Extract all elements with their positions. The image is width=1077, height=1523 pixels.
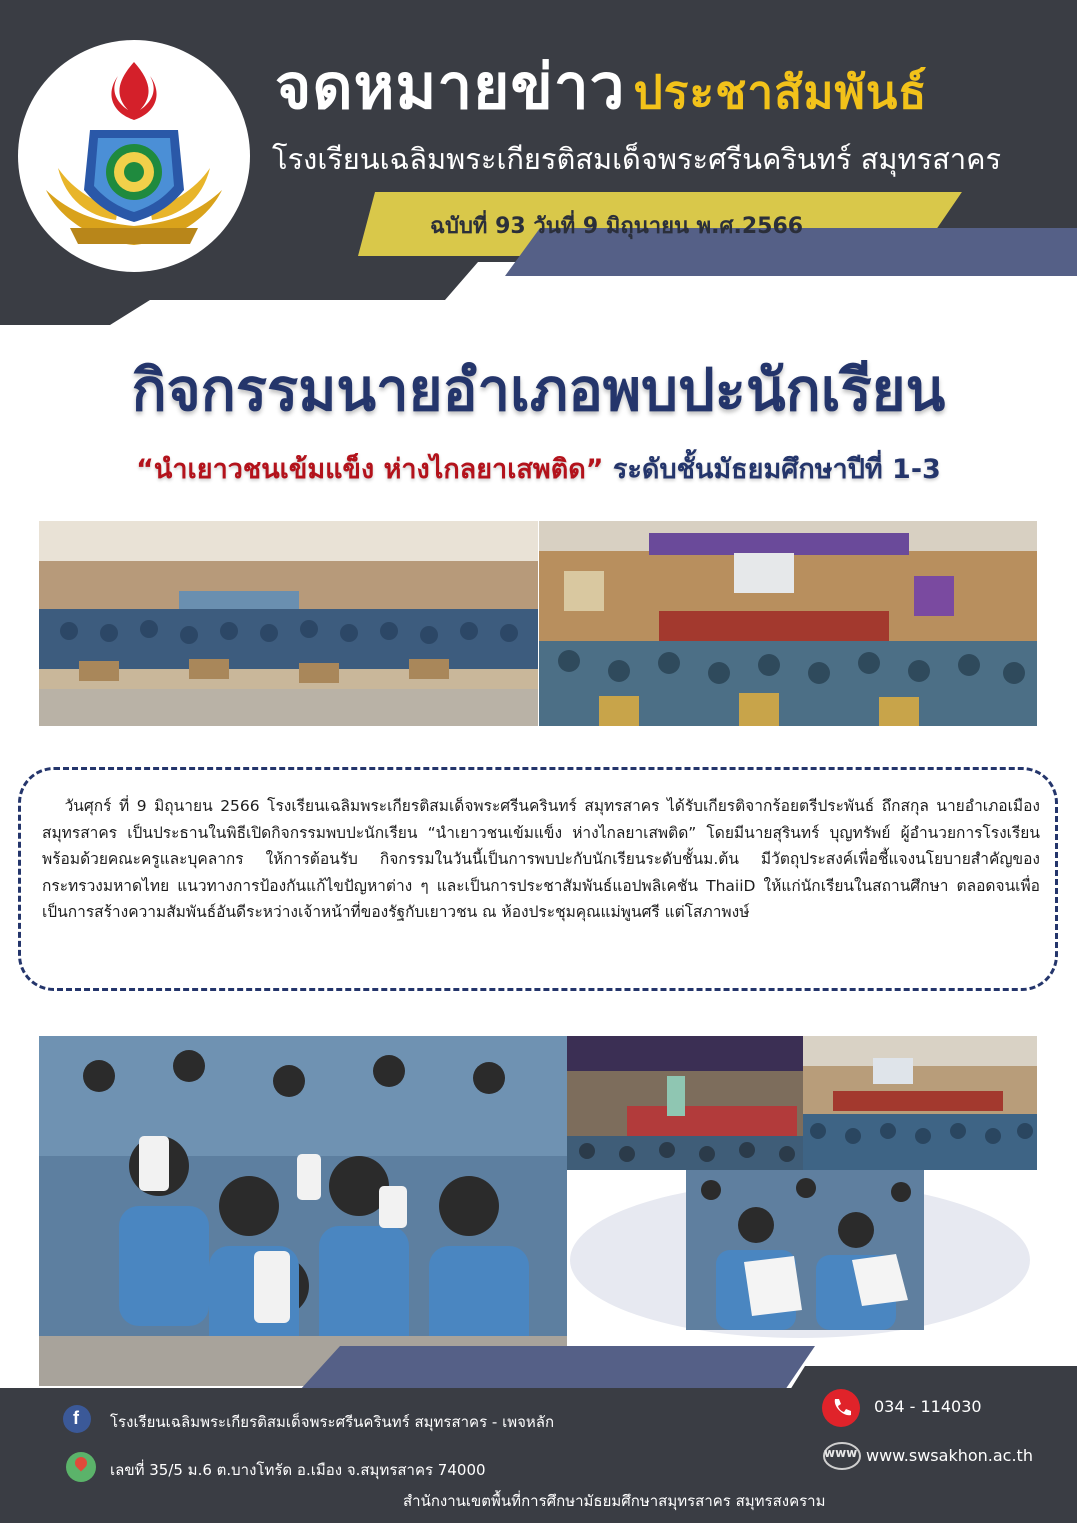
photo-students-with-phones bbox=[39, 1036, 567, 1386]
article-text: วันศุกร์ ที่ 9 มิถุนายน 2566 โรงเรียนเฉลิมพระเกียรติสมเด็จพระศรีนครินทร์ สมุทรสาคร ได้รับเกียรติจากร้อยตรีประพันธ์ ถึกสกุล นายอำเภอเมืองสมุทรสาคร เป็นประธานในพิธีเปิดกิจกรรมพบปะนักเรียน “นำเยาวชนเข้มแข็ง ห่างไกลยาเสพติด” โดยมีนายสุรินทร์ บุญทรัพย์ ผู้อำนวยการโรงเรียน พร้อมด้วยคณะครูและบุคลากร ให้การต้อนรับ กิจกรรมในวันนี้เป็นการพบปะกับนักเรียนระดับชั้นม.ต้น มีวัตถุประสงค์เพื่อชี้แจงนโยบายสำคัญของกระทรวงมหาดไทย แนวทางการป้องกันแก้ไขปัญหาต่าง ๆ และเป็นการประชาสัมพันธ์แอปพลิเคชัน ThaiiD ให้แก่นักเรียนในสถานศึกษา ตลอดจนเพื่อเป็นการสร้างความสัมพันธ์อันดีระหว่างเจ้าหน้าที่ของรัฐกับเยาวชน ณ ห้องประชุมคุณแม่พูนศรี แต่โสภาพงษ์ bbox=[42, 797, 1040, 921]
school-logo bbox=[18, 40, 250, 272]
globe-icon bbox=[822, 1440, 862, 1472]
subheadline bbox=[0, 447, 1077, 490]
page-headline: กิจกรรมนายอำเภอพบปะนักเรียน bbox=[131, 356, 946, 424]
www-label: www bbox=[824, 1446, 858, 1460]
education-office: สำนักงานเขตพื้นที่การศึกษามัธยมศึกษาสมุทรสาคร สมุทรสงคราม bbox=[403, 1492, 826, 1510]
title-accent-text: ประชาสัมพันธ์ bbox=[633, 65, 928, 119]
issue-label: ฉบับที่ 93 วันที่ 9 มิถุนายน พ.ศ.2566 bbox=[430, 214, 804, 239]
map-pin-icon bbox=[66, 1452, 96, 1482]
level-text: ระดับชั้นมัธยมศึกษาปีที่ 1-3 bbox=[612, 454, 941, 485]
facebook-page-link[interactable]: โรงเรียนเฉลิมพระเกียรติสมเด็จพระศรีนครินทร์ สมุทรสาคร - เพจหลัก bbox=[110, 1413, 555, 1431]
article-paragraph bbox=[42, 793, 1040, 926]
phone-number: 034 - 114030 bbox=[874, 1397, 982, 1416]
photo-students-with-documents bbox=[686, 1170, 924, 1330]
phone-icon bbox=[822, 1389, 860, 1427]
newsletter-title bbox=[275, 38, 927, 136]
school-address: เลขที่ 35/5 ม.6 ต.บางโทรัด อ.เมือง จ.สมุทรสาคร 74000 bbox=[110, 1461, 486, 1479]
photo-stage-ceremony bbox=[539, 521, 1037, 726]
footer-stripe bbox=[0, 1346, 1077, 1390]
school-name: โรงเรียนเฉลิมพระเกียรติสมเด็จพระศรีนครินทร์ สมุทรสาคร bbox=[272, 142, 1002, 176]
photo-speaker-stage bbox=[567, 1036, 803, 1170]
slogan-text: “นำเยาวชนเข้มแข็ง ห่างไกลยาเสพติด” bbox=[136, 454, 604, 485]
title-main-text: จดหมายข่าว bbox=[275, 50, 626, 123]
school-emblem-icon bbox=[18, 40, 250, 272]
website-link[interactable]: www.swsakhon.ac.th bbox=[866, 1446, 1033, 1465]
facebook-icon[interactable]: f bbox=[63, 1405, 91, 1433]
photo-auditorium-students bbox=[39, 521, 538, 726]
photo-hall-overview bbox=[803, 1036, 1037, 1170]
